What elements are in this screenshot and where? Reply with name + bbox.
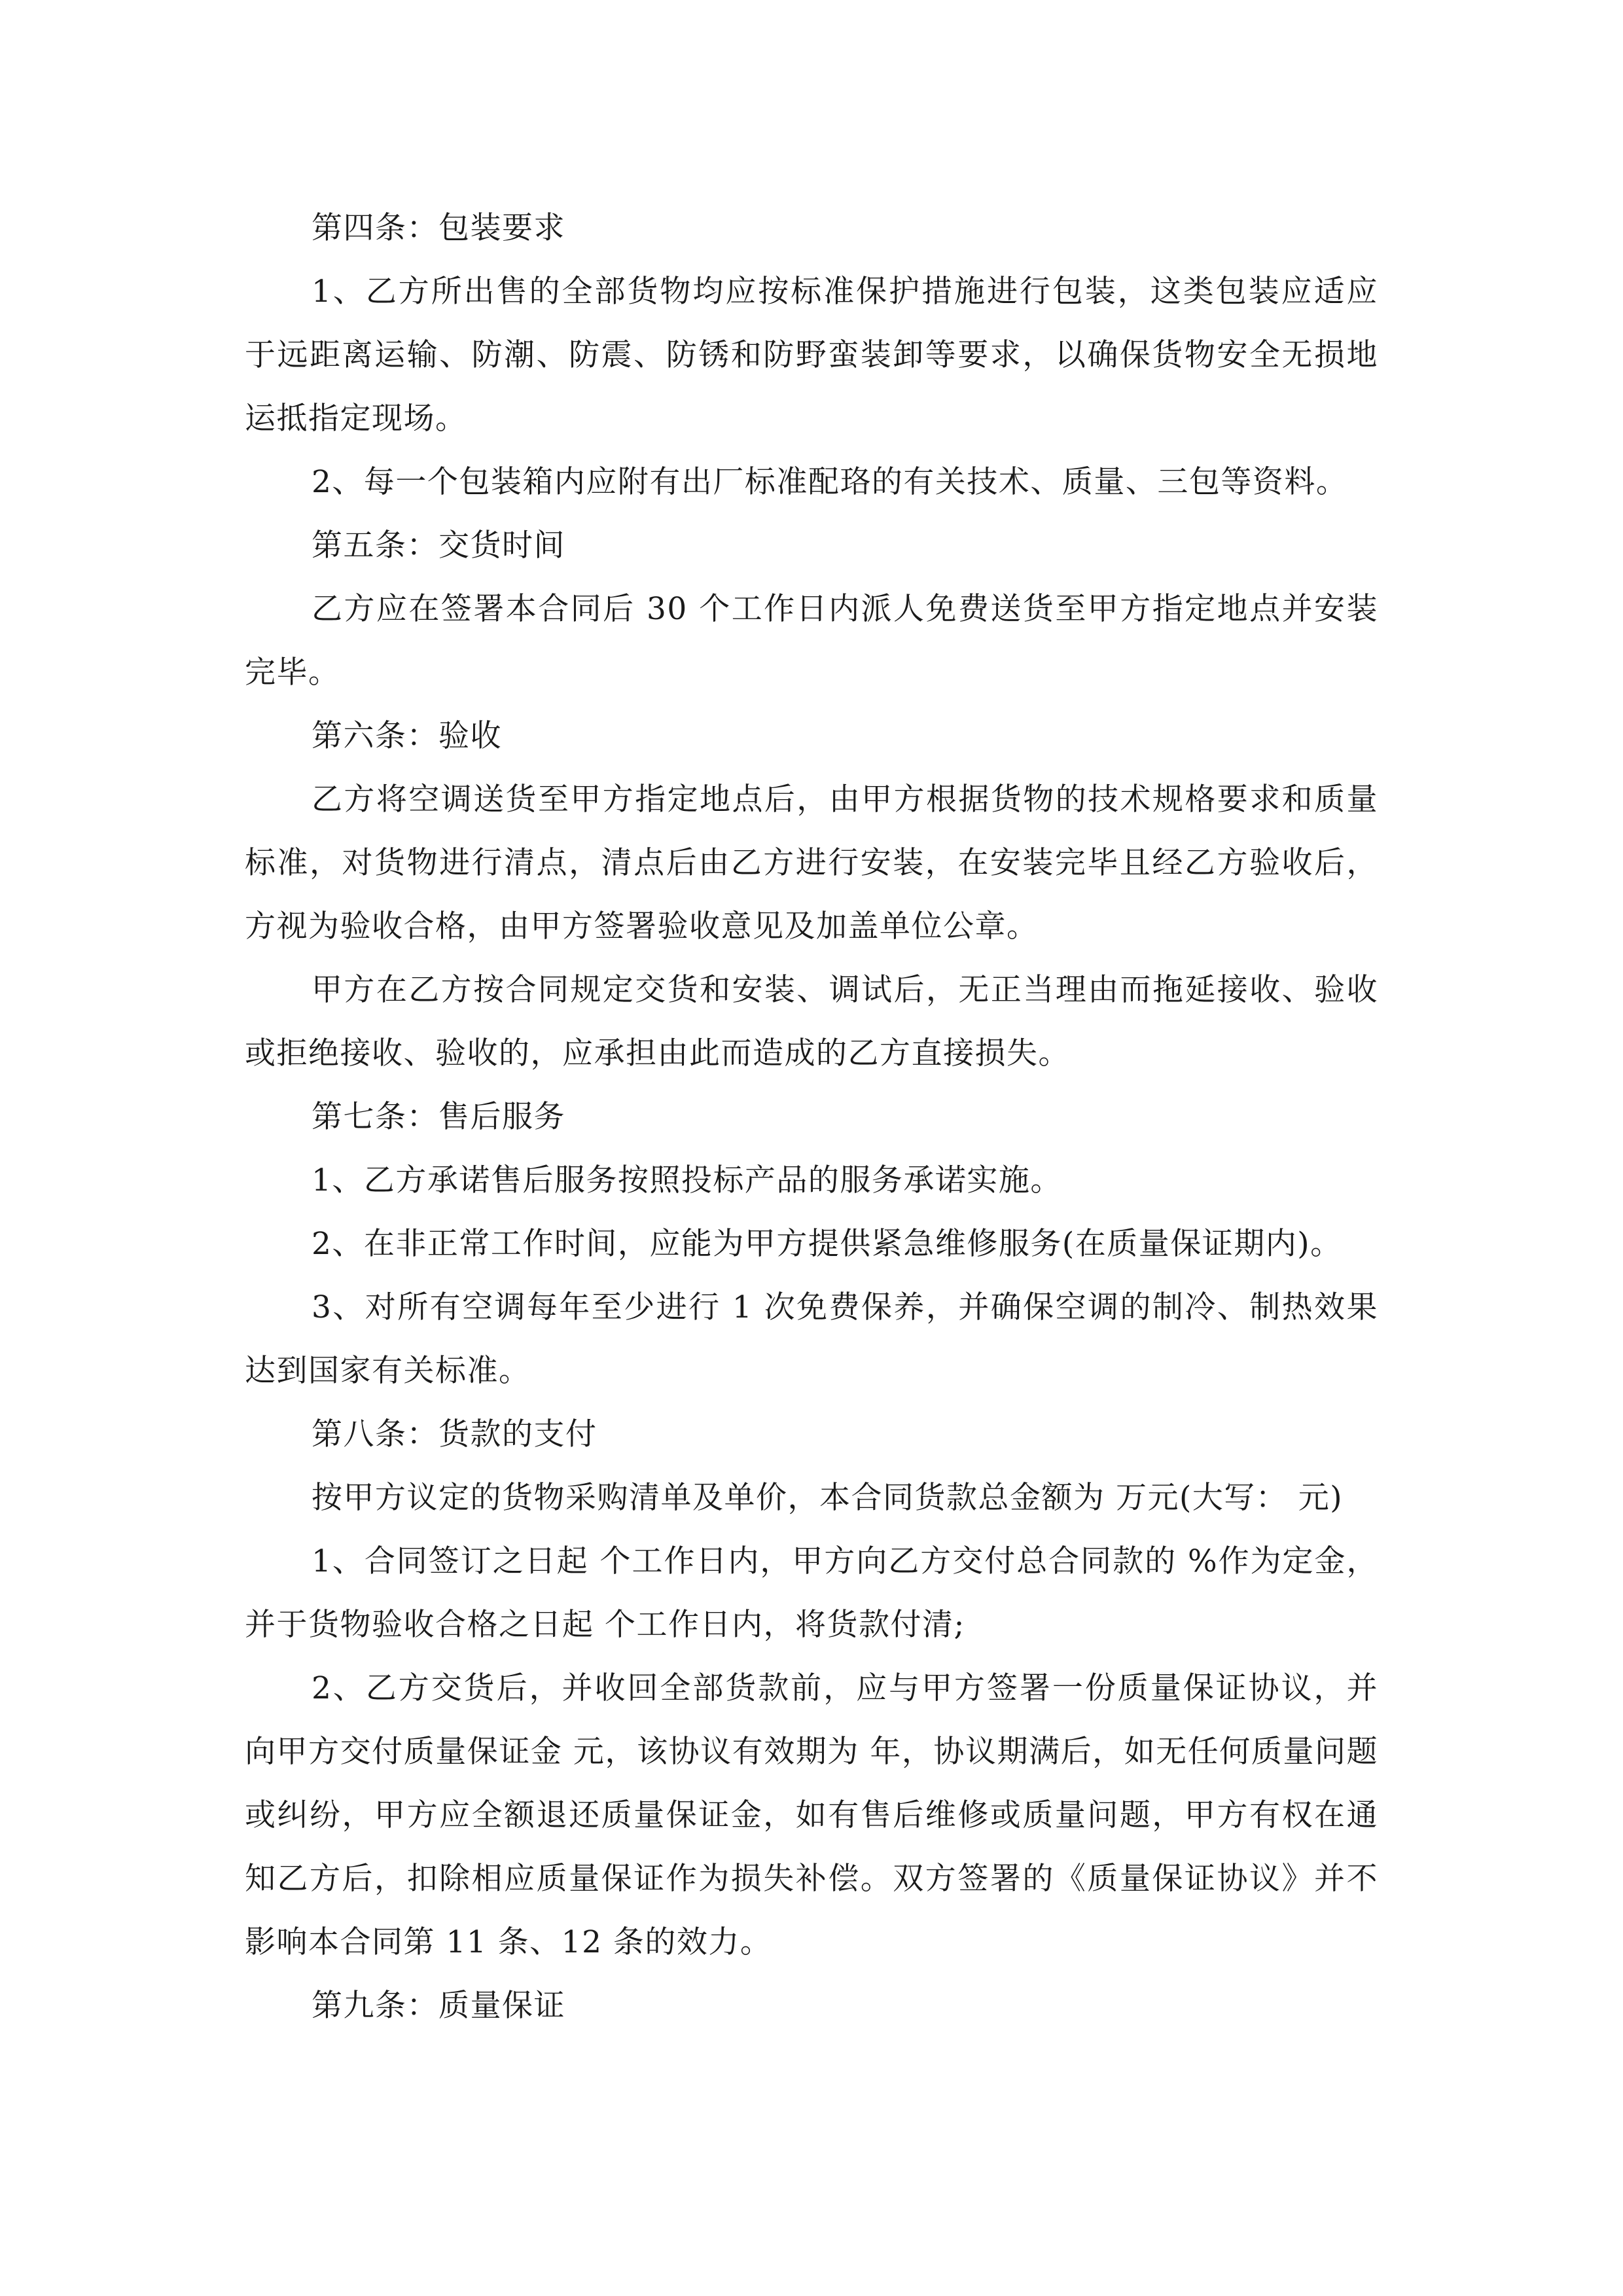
- paragraph-payment-1: 1、合同签订之日起 个工作日内，甲方向乙方交付总合同款的 %作为定金，并于货物验收合格之日起 个工作日内，将货款付清;: [245, 1543, 1378, 1643]
- paragraph-acceptance-1: 乙方将空调送货至甲方指定地点后，由甲方根据货物的技术规格要求和质量标准，对货物进行清点，清点后由乙方进行安装，在安装完毕且经乙方验收后，方视为验收合格，由甲方签署验收意见及加盖单位公章。: [245, 781, 1378, 944]
- heading-article-4: 第四条：包装要求: [312, 210, 565, 246]
- paragraph-delivery-time: 乙方应在签署本合同后 30 个工作日内派人免费送货至甲方指定地点并安装完毕。: [245, 591, 1378, 691]
- paragraph-packaging-1: 1、乙方所出售的全部货物均应按标准保护措施进行包装，这类包装应适应于远距离运输、防潮、防震、防锈和防野蛮装卸等要求，以确保货物安全无损地运抵指定现场。: [245, 274, 1378, 437]
- paragraph-service-3: 3、对所有空调每年至少进行 1 次免费保养，并确保空调的制冷、制热效果达到国家有关标准。: [245, 1289, 1378, 1389]
- heading-article-7: 第七条：售后服务: [312, 1099, 565, 1135]
- heading-article-8: 第八条：货款的支付: [312, 1416, 597, 1452]
- contract-body: [245, 196, 1378, 2037]
- paragraph-packaging-2: 2、每一个包装箱内应附有出厂标准配珞的有关技术、质量、三包等资料。: [312, 464, 1348, 500]
- paragraph-payment-total: 按甲方议定的货物采购清单及单价，本合同货款总金额为 万元(大写： 元): [312, 1480, 1344, 1516]
- heading-article-9: 第九条：质量保证: [312, 1988, 565, 2024]
- paragraph-payment-2: 2、乙方交货后，并收回全部货款前，应与甲方签署一份质量保证协议，并向甲方交付质量保证金 元，该协议有效期为 年，协议期满后，如无任何质量问题或纠纷，甲方应全额退还质量保证金，如有售后维修或质量问题，甲方有权在通知乙方后，扣除相应质量保证作为损失补偿。双方签署的《质量保证协议》并不影响本合同第 11 条、12 条的效力。: [245, 1670, 1378, 1960]
- heading-article-5: 第五条：交货时间: [312, 528, 565, 564]
- heading-article-6: 第六条：验收: [312, 718, 502, 754]
- paragraph-acceptance-2: 甲方在乙方按合同规定交货和安装、调试后，无正当理由而拖延接收、验收或拒绝接收、验收的，应承担由此而造成的乙方直接损失。: [245, 972, 1378, 1071]
- paragraph-service-1: 1、乙方承诺售后服务按照投标产品的服务承诺实施。: [312, 1162, 1062, 1198]
- paragraph-service-2: 2、在非正常工作时间，应能为甲方提供紧急维修服务(在质量保证期内)。: [312, 1226, 1342, 1262]
